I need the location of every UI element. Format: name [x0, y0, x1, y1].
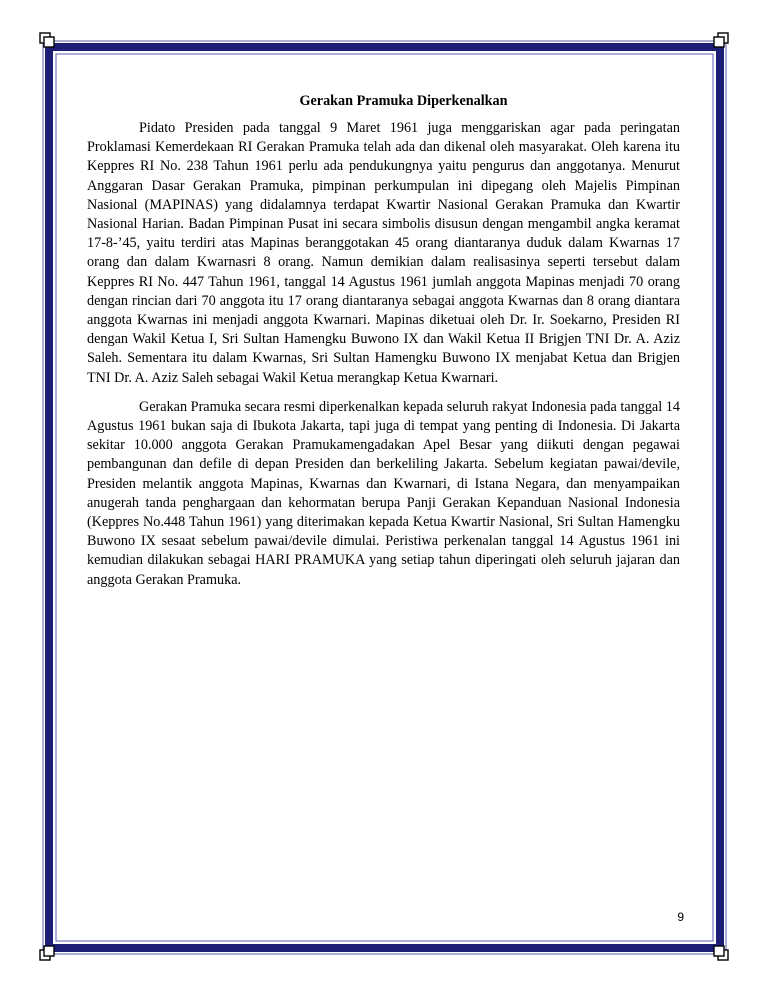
page-content: [87, 85, 680, 600]
paragraph-1: Pidato Presiden pada tanggal 9 Maret 1961 juga menggariskan agar pada peringatan Proklamasi Kemerdekaan RI Gerakan Pramuka telah ada dan dikenal oleh masyarakat. Oleh karena itu Keppres RI No. 238 Tahun 1961 perlu ada pendukungnya yaitu pengurus dan anggotanya. Menurut Anggaran Dasar Gerakan Pramuka, pimpinan perkumpulan ini dipegang oleh Majelis Pimpinan Nasional (MAPINAS) yang didalamnya terdapat Kwartir Nasional Gerakan Pramuka dan Kwartir Nasional Harian. Badan Pimpinan Pusat ini secara simbolis disusun dengan mengambil angka keramat 17-8-’45, yaitu terdiri atas Mapinas beranggotakan 45 orang diantaranya duduk dalam Kwarnas 17 orang dan dalam Kwarnasri 8 orang. Namun demikian dalam realisasinya seperti tersebut dalam Keppres RI No. 447 Tahun 1961, tanggal 14 Agustus 1961 jumlah anggota Mapinas menjadi 70 orang dengan rincian dari 70 anggota itu 17 orang diantaranya sebagai anggota Kwarnas dan 8 orang diantara anggota Kwarnas ini menjadi anggota Kwarnari. Mapinas diketuai oleh Dr. Ir. Soekarno, Presiden RI dengan Wakil Ketua I, Sri Sultan Hamengku Buwono IX dan Wakil Ketua II Brigjen TNI Dr. A. Aziz Saleh. Sementara itu dalam Kwarnas, Sri Sultan Hamengku Buwono IX menjabat Ketua dan Brigjen TNI Dr. A. Aziz Saleh sebagai Wakil Ketua merangkap Ketua Kwarnari.: [87, 120, 680, 386]
corner-ornament-bottom-left: [40, 946, 54, 960]
page-number: 9: [677, 910, 684, 924]
corner-ornament-top-left: [40, 33, 54, 47]
paragraph-2: Gerakan Pramuka secara resmi diperkenalkan kepada seluruh rakyat Indonesia pada tanggal 14 Agustus 1961 bukan saja di Ibukota Jakarta, tapi juga di tempat yang penting di Indonesia. Di Jakarta sekitar 10.000 anggota Gerakan Pramukamengadakan Apel Besar yang diikuti dengan pegawai pembangunan dan defile di depan Presiden dan berkeliling Jakarta. Sebelum kegiatan pawai/devile, Presiden melantik anggota Mapinas, Kwarnas dan Kwarnari, di Istana Negara, dan menyampaikan anugerah tanda penghargaan dan kehormatan berupa Panji Gerakan Kepanduan Nasional Indonesia (Keppres No.448 Tahun 1961) yang diterimakan kepada Ketua Kwartir Nasional, Sri Sultan Hamengku Buwono IX sesaat sebelum pawai/devile dimulai. Peristiwa perkenalan tanggal 14 Agustus 1961 ini kemudian dilakukan sebagai HARI PRAMUKA yang setiap tahun diperingati oleh seluruh jajaran dan anggota Gerakan Pramuka.: [87, 398, 680, 588]
page-title: Gerakan Pramuka Diperkenalkan: [299, 93, 508, 109]
